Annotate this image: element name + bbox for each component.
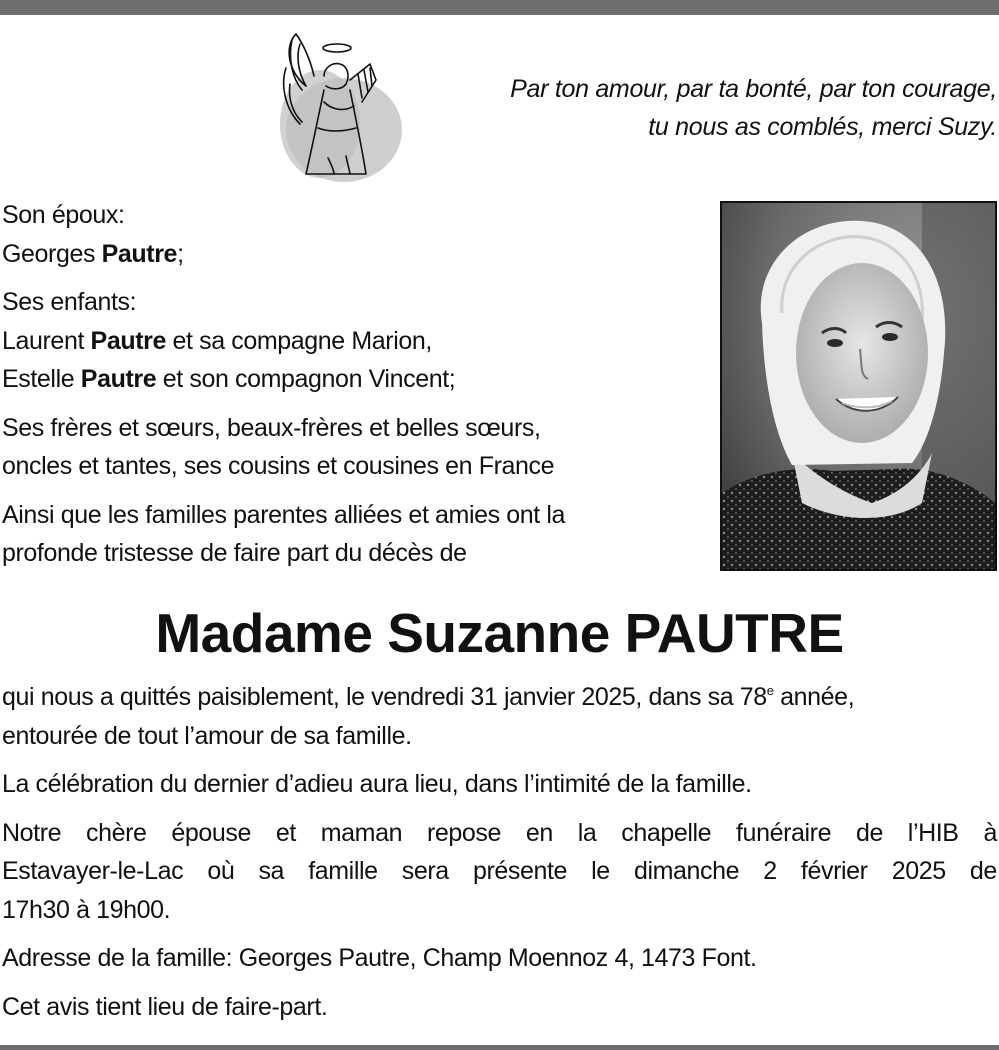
spouse-name — [2, 235, 702, 274]
passing-line-2: entourée de tout l’amour de sa famille. — [2, 721, 412, 750]
child-1 — [2, 322, 702, 361]
child-1-last-name: Pautre — [90, 326, 166, 355]
word: 2025 — [891, 857, 946, 885]
word: l’HIB — [907, 818, 959, 847]
siblings-line-1: Ses frères et sœurs, beaux-frères et belles sœurs, — [2, 413, 541, 442]
top-rule — [0, 0, 999, 15]
paragraph-chapel — [2, 814, 997, 930]
word: en — [525, 818, 553, 847]
word: la — [577, 818, 597, 847]
announcement-body — [2, 678, 997, 1036]
paragraph-closing — [2, 988, 997, 1027]
word: de — [855, 818, 883, 847]
word: repose — [426, 818, 502, 847]
word: de — [969, 857, 997, 885]
word: où — [207, 857, 235, 885]
family-list — [2, 196, 702, 583]
paragraph-passing — [2, 678, 997, 755]
child-2-last-name: Pautre — [80, 365, 157, 393]
closing-group — [2, 496, 702, 573]
children-heading: Ses enfants: — [2, 288, 137, 316]
child-1-first-name: Laurent — [2, 326, 84, 355]
word: février — [800, 857, 868, 885]
spouse-heading: Son époux: — [2, 201, 125, 229]
closing-notice: Cet avis tient lieu de faire-part. — [2, 992, 328, 1021]
passing-text-end: année, — [773, 683, 855, 711]
portrait-photo — [720, 201, 997, 571]
passing-text-main: qui nous a quittés paisiblement, le vendredi 31 janvier 2025, dans sa 78 — [2, 683, 767, 711]
word: sa — [258, 857, 285, 885]
passing-line-1 — [2, 678, 997, 717]
word: Notre — [2, 818, 62, 847]
quote-line-2: tu nous as comblés, merci Suzy. — [648, 113, 997, 141]
paragraph-address — [2, 939, 997, 978]
family-address: Adresse de la famille: Georges Pautre, Champ Moennoz 4, 1473 Font. — [2, 944, 757, 972]
relatives-group — [2, 409, 702, 486]
passing-text — [2, 678, 854, 717]
child-1-partner: et sa compagne Marion, — [172, 326, 432, 355]
word: funéraire — [736, 818, 832, 847]
siblings-line-2: oncles et tantes, ses cousins et cousines en France — [2, 452, 555, 480]
quote-line-1: Par ton amour, par ta bonté, par ton courage, — [510, 75, 997, 103]
chapel-line-3: 17h30 à 19h00. — [2, 895, 171, 924]
word: 2 — [763, 857, 777, 885]
closing-line-1: Ainsi que les familles parentes alliées et amies ont la — [2, 500, 566, 529]
chapel-line-2 — [2, 852, 997, 891]
child-2-partner: et son compagnon Vincent; — [162, 365, 456, 393]
word: dimanche — [633, 857, 740, 885]
word: chapelle — [621, 818, 712, 847]
word: sera — [401, 857, 449, 885]
word: épouse — [171, 818, 251, 847]
word: le — [591, 857, 610, 885]
child-2-first-name: Estelle — [2, 365, 75, 393]
celebration-line: La célébration du dernier d’adieu aura lieu, dans l’intimité de la famille. — [2, 770, 752, 798]
word: maman — [320, 818, 403, 847]
word: et — [275, 818, 296, 847]
closing-line-2: profonde tristesse de faire part du décès de — [2, 539, 467, 567]
spouse-punct: ; — [177, 239, 184, 268]
word: présente — [472, 857, 568, 885]
deceased-name: Madame Suzanne PAUTRE — [155, 602, 844, 664]
spouse-first-name: Georges — [2, 239, 96, 268]
spouse-last-name: Pautre — [101, 239, 178, 268]
ordinal-superscript: e — [766, 683, 774, 698]
memorial-quote — [357, 70, 997, 146]
child-2 — [2, 360, 702, 399]
word: famille — [308, 857, 378, 885]
children-group — [2, 283, 702, 399]
spouse-group — [2, 196, 702, 273]
paragraph-celebration — [2, 765, 997, 804]
word: Estavayer-le-Lac — [2, 857, 184, 885]
bottom-rule — [0, 1045, 999, 1050]
word: à — [983, 818, 997, 847]
word: chère — [85, 818, 147, 847]
chapel-line-1 — [2, 814, 997, 853]
